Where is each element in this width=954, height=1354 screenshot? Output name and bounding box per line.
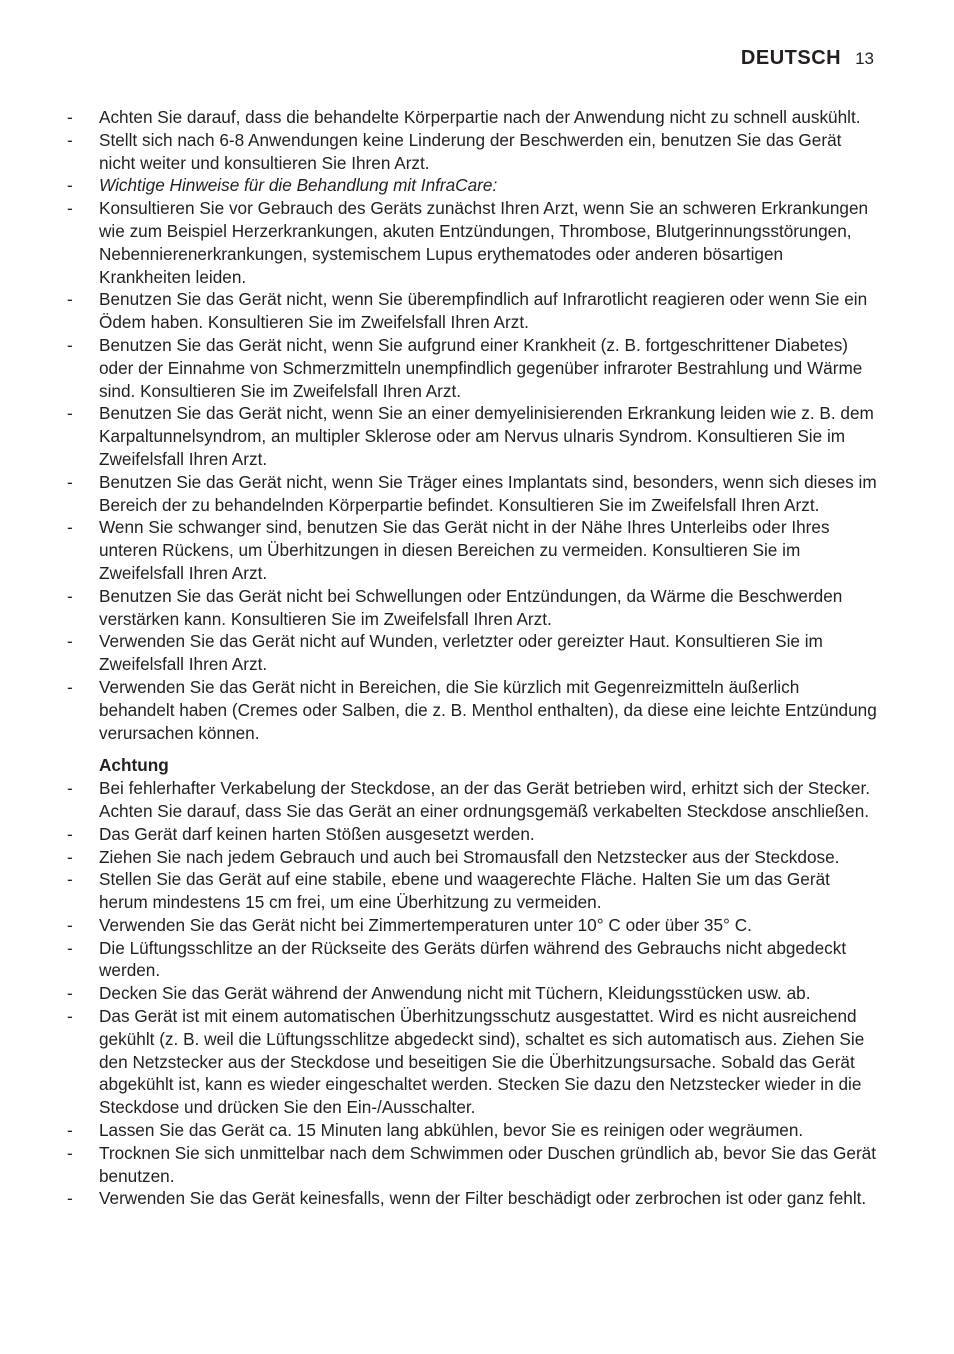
list-item-text: Benutzen Sie das Gerät nicht, wenn Sie aufgrund einer Krankheit (z. B. fortgeschrittener Diabetes) oder der Einnahme von Schmerzmitteln unempfindlich gegenüber infraroter Bestrahlung und Wärme sind. Konsultieren Sie im Zweifelsfall Ihren Arzt.: [99, 334, 863, 401]
list-item: [67, 777, 879, 823]
list-item-text: Achten Sie darauf, dass die behandelte Körperpartie nach der Anwendung nicht zu schnell auskühlt.: [99, 107, 861, 127]
list-item-text-italic: Wichtige Hinweise für die Behandlung mit InfraCare:: [99, 175, 498, 196]
bullet-dash: -: [67, 823, 73, 844]
list-item: [67, 676, 879, 744]
list-item-text: Ziehen Sie nach jedem Gebrauch und auch bei Stromausfall den Netzstecker aus der Steckdose.: [99, 846, 840, 867]
bullet-dash: -: [67, 631, 73, 652]
bullet-dash: -: [67, 778, 73, 799]
list-item-text: Decken Sie das Gerät während der Anwendung nicht mit Tüchern, Kleidungsstücken usw. ab.: [99, 983, 811, 1004]
bullet-dash: -: [67, 107, 73, 127]
bullet-dash: -: [67, 1006, 73, 1027]
list-item: [67, 106, 879, 129]
bullet-dash: -: [67, 517, 73, 538]
list-item-text: Verwenden Sie das Gerät keinesfalls, wenn der Filter beschädigt oder zerbrochen ist oder ganz fehlt.: [99, 1188, 867, 1209]
list-item: [67, 823, 879, 846]
list-item-text: Stellt sich nach 6-8 Anwendungen keine Linderung der Beschwerden ein, benutzen Sie das Gerät nicht weiter und konsultieren Sie Ihren Arzt.: [99, 129, 842, 173]
list-item-text: Lassen Sie das Gerät ca. 15 Minuten lang abkühlen, bevor Sie es reinigen oder wegräumen.: [99, 1120, 804, 1141]
list-item-text: Stellen Sie das Gerät auf eine stabile, ebene und waagerechte Fläche. Halten Sie um das Gerät herum mindestens 15 cm frei, um eine Überhitzung zu vermeiden.: [99, 869, 830, 913]
list-item: [67, 129, 879, 175]
list-item: [67, 937, 879, 983]
list-item-text: Benutzen Sie das Gerät nicht, wenn Sie Träger eines Implantats sind, besonders, wenn sich dieses im Bereich der zu behandelnden Körperpartie befindet. Konsultieren Sie im Zweifelsfall Ihren Arzt.: [99, 471, 877, 515]
list-item: [67, 471, 879, 517]
bullet-dash: -: [67, 983, 73, 1004]
bullet-dash: -: [67, 846, 73, 867]
bullet-dash: -: [67, 129, 73, 150]
list-item-text: Die Lüftungsschlitze an der Rückseite des Geräts dürfen während des Gebrauchs nicht abgedeckt werden.: [99, 937, 847, 981]
list-item: [67, 174, 879, 197]
list-item: [67, 197, 879, 288]
list-item-text: Verwenden Sie das Gerät nicht bei Zimmertemperaturen unter 10° C oder über 35° C.: [99, 914, 752, 935]
page-content: [67, 106, 879, 1210]
bullet-dash: -: [67, 1142, 73, 1163]
list-item-text: Bei fehlerhafter Verkabelung der Steckdose, an der das Gerät betrieben wird, erhitzt sich der Stecker. Achten Sie darauf, dass Sie das Gerät an einer ordnungsgemäß verkabelten Steckdose anschließen.: [99, 778, 870, 821]
bullet-dash: -: [67, 937, 73, 958]
list-item: [67, 334, 879, 402]
language-label: DEUTSCH: [740, 47, 842, 69]
list-item: [67, 1187, 879, 1210]
bullet-dash: -: [67, 914, 73, 935]
bullet-dash: -: [67, 334, 73, 355]
bullet-dash: -: [67, 403, 73, 424]
achtung-heading: Achtung: [99, 755, 169, 776]
bullet-dash: -: [67, 198, 73, 219]
list-item: [67, 846, 879, 869]
list-item: [67, 516, 879, 584]
list-item-text: Verwenden Sie das Gerät nicht auf Wunden, verletzter oder gereizter Haut. Konsultieren Sie im Zweifelsfall Ihren Arzt.: [99, 631, 823, 675]
list-item-text: Verwenden Sie das Gerät nicht in Bereichen, die Sie kürzlich mit Gegenreizmitteln äußerlich behandelt haben (Cremes oder Salben, die z. B. Menthol enthalten), da diese eine leichte Entzündung verursachen können.: [99, 676, 877, 743]
list-item: [67, 868, 879, 914]
list-item: [67, 288, 879, 334]
list-item-text: Benutzen Sie das Gerät nicht bei Schwellungen oder Entzündungen, da Wärme die Beschwerden verstärken kann. Konsultieren Sie im Zweifelsfall Ihren Arzt.: [99, 585, 843, 629]
list-item-text: Benutzen Sie das Gerät nicht, wenn Sie überempfindlich auf Infrarotlicht reagieren oder wenn Sie ein Ödem haben. Konsultieren Sie im Zweifelsfall Ihren Arzt.: [99, 289, 868, 333]
list-item: [67, 982, 879, 1005]
bullet-dash: -: [67, 175, 73, 196]
bullet-dash: -: [67, 289, 73, 310]
list-item: [67, 402, 879, 470]
list-item: [67, 914, 879, 937]
list-item: [67, 1142, 879, 1188]
bullet-dash: -: [67, 585, 73, 606]
bullet-dash: -: [67, 1188, 73, 1209]
list-item-text: Das Gerät ist mit einem automatischen Überhitzungsschutz ausgestattet. Wird es nicht ausreichend gekühlt (z. B. weil die Lüftungsschlitze abgedeckt sind), schaltet es sich automatisch aus. Ziehen Sie den Netzstecker aus der Steckdose und beseitigen Sie die Überhitzungsursache. Sobald das Gerät abgekühlt ist, kann es wieder eingeschaltet werden. Stecken Sie dazu den Netzstecker wieder in die Steckdose und drücken Sie den Ein-/Ausschalter.: [99, 1006, 865, 1118]
safety-list-2: [67, 777, 879, 1210]
bullet-dash: -: [67, 869, 73, 890]
list-item-text: Wenn Sie schwanger sind, benutzen Sie das Gerät nicht in der Nähe Ihres Unterleibs oder Ihres unteren Rückens, um Überhitzungen in diesen Bereichen zu vermeiden. Konsultieren Sie im Zweifelsfall Ihren Arzt.: [99, 517, 830, 583]
list-item: [67, 630, 879, 676]
bullet-dash: -: [67, 471, 73, 492]
safety-list-1: [67, 106, 879, 744]
list-item: [67, 1119, 879, 1142]
page-header: [741, 47, 874, 70]
list-item: [67, 1005, 879, 1119]
list-item-text: Benutzen Sie das Gerät nicht, wenn Sie an einer demyelinisierenden Erkrankung leiden wie z. B. dem Karpaltunnelsyndrom, an multipler Sklerose oder am Nervus ulnaris Syndrom. Konsultieren Sie im Zweifelsfall Ihren Arzt.: [99, 403, 874, 469]
list-item-text: Trocknen Sie sich unmittelbar nach dem Schwimmen oder Duschen gründlich ab, bevor Sie das Gerät benutzen.: [99, 1142, 877, 1186]
bullet-dash: -: [67, 1120, 73, 1141]
bullet-dash: -: [67, 676, 73, 697]
page-number: 13: [855, 49, 874, 68]
list-item-text: Konsultieren Sie vor Gebrauch des Geräts zunächst Ihren Arzt, wenn Sie an schweren Erkrankungen wie zum Beispiel Herzerkrankungen, akuten Entzündungen, Thrombose, Blutgerinnungsstörungen, Nebennierenerkrankungen, systemischem Lupus erythematodes oder anderen bösartigen Krankheiten leiden.: [99, 198, 869, 287]
list-item-text: Das Gerät darf keinen harten Stößen ausgesetzt werden.: [99, 823, 535, 844]
list-item: [67, 585, 879, 631]
